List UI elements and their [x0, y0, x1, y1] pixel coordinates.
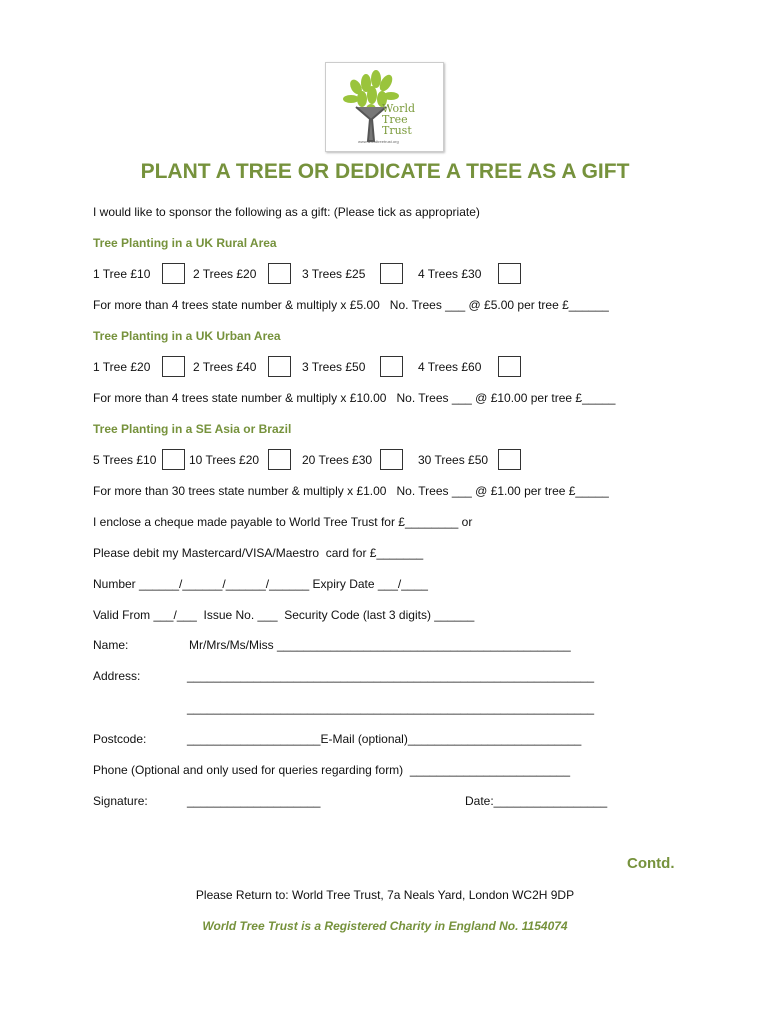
checkbox-urban-2[interactable]: [268, 356, 291, 377]
option-label: 4 Trees £30: [418, 267, 482, 281]
signature-label: Signature:: [93, 794, 148, 808]
option-label: 2 Trees £20: [193, 267, 257, 281]
logo-text: Tree: [382, 113, 408, 126]
postcode-label: Postcode:: [93, 732, 147, 746]
return-address: Please Return to: World Tree Trust, 7a Neals Yard, London WC2H 9DP: [195, 888, 575, 902]
contd-text: Contd.: [627, 855, 675, 872]
address-field-1[interactable]: _____________________________________________________________: [187, 669, 595, 683]
card-number-field[interactable]: Number ______/______/______/______ Expiry Date ___/____: [93, 577, 428, 591]
option-label: 30 Trees £50: [418, 453, 489, 467]
checkbox-asia-2[interactable]: [268, 449, 291, 470]
checkbox-urban-1[interactable]: [162, 356, 185, 377]
valid-from-field[interactable]: Valid From ___/___ Issue No. ___ Security Code (last 3 digits) ______: [93, 608, 475, 622]
option-label: 4 Trees £60: [418, 360, 482, 374]
option-label: 3 Trees £50: [302, 360, 366, 374]
name-label: Name:: [93, 638, 129, 652]
section-heading-asia: Tree Planting in a SE Asia or Brazil: [93, 422, 292, 436]
charity-notice: World Tree Trust is a Registered Charity in England No. 1154074: [202, 919, 568, 933]
postcode-email-field[interactable]: ____________________E-Mail (optional)__________________________: [187, 732, 582, 746]
option-label: 10 Trees £20: [189, 453, 260, 467]
more-trees-asia[interactable]: For more than 30 trees state number & multiply x £1.00 No. Trees ___ @ £1.00 per tree £_____: [93, 484, 609, 498]
checkbox-rural-4[interactable]: [498, 263, 521, 284]
option-label: 3 Trees £25: [302, 267, 366, 281]
checkbox-rural-3[interactable]: [380, 263, 403, 284]
signature-field[interactable]: ____________________: [187, 794, 321, 808]
section-heading-rural: Tree Planting in a UK Rural Area: [93, 236, 277, 250]
option-label: 20 Trees £30: [302, 453, 373, 467]
intro-text: I would like to sponsor the following as a gift: (Please tick as appropriate): [93, 205, 480, 219]
debit-card-field[interactable]: Please debit my Mastercard/VISA/Maestro card for £_______: [93, 546, 424, 560]
checkbox-asia-3[interactable]: [380, 449, 403, 470]
checkbox-urban-3[interactable]: [380, 356, 403, 377]
logo-text: Trust: [382, 124, 412, 137]
section-heading-urban: Tree Planting in a UK Urban Area: [93, 329, 281, 343]
checkbox-urban-4[interactable]: [498, 356, 521, 377]
cheque-field[interactable]: I enclose a cheque made payable to World Tree Trust for £________ or: [93, 515, 473, 529]
option-label: 2 Trees £40: [193, 360, 257, 374]
phone-field[interactable]: Phone (Optional and only used for queries regarding form) ________________________: [93, 763, 571, 777]
address-label: Address:: [93, 669, 141, 683]
name-field[interactable]: Mr/Mrs/Ms/Miss ____________________________________________: [189, 638, 571, 652]
checkbox-rural-1[interactable]: [162, 263, 185, 284]
checkbox-asia-4[interactable]: [498, 449, 521, 470]
checkbox-asia-1[interactable]: [162, 449, 185, 470]
world-tree-trust-logo: [325, 62, 444, 152]
logo-text: World: [382, 102, 415, 115]
logo-url: www.worldtreetrust.org: [358, 139, 399, 144]
more-trees-urban[interactable]: For more than 4 trees state number & multiply x £10.00 No. Trees ___ @ £10.00 per tree £_____: [93, 391, 616, 405]
option-label: 1 Tree £20: [93, 360, 151, 374]
option-label: 1 Tree £10: [93, 267, 151, 281]
option-label: 5 Trees £10: [93, 453, 157, 467]
checkbox-rural-2[interactable]: [268, 263, 291, 284]
date-field[interactable]: Date:_________________: [465, 794, 608, 808]
page-title: PLANT A TREE OR DEDICATE A TREE AS A GIFT: [140, 160, 630, 183]
address-field-2[interactable]: _____________________________________________________________: [187, 701, 595, 715]
more-trees-rural[interactable]: For more than 4 trees state number & multiply x £5.00 No. Trees ___ @ £5.00 per tree £______: [93, 298, 609, 312]
